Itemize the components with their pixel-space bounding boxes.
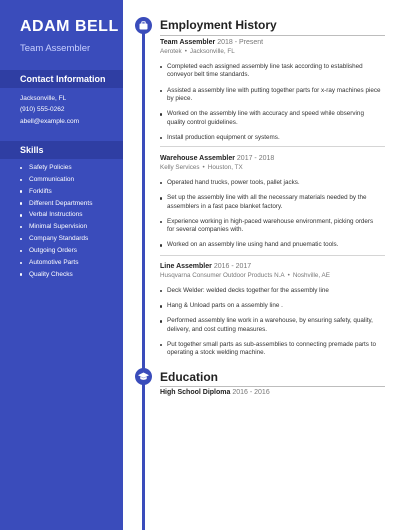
job-dates: 2016 - 2017: [213, 263, 252, 270]
job-bullet: Assisted a assembly line with putting together parts for x-ray machines piece by piece.: [160, 87, 382, 104]
job-company: Kelly Services: [160, 164, 200, 171]
timeline-line: [142, 30, 145, 530]
graduation-cap-icon: [135, 368, 152, 385]
job-bullet: Performed assembly line work in a warehouse, by ensuring safety, quality, delivery, and cost cutting measures.: [160, 317, 382, 334]
job-location: Jacksonville, FL: [189, 48, 235, 55]
job-bullet: Put together small parts as sub-assemblies to connecting premade parts to operating a stock welding machine.: [160, 341, 382, 358]
education-entry: [160, 389, 270, 396]
job-company-line: Aerotek • Jacksonville, FL: [160, 48, 235, 55]
skill-item: Communication: [20, 174, 92, 186]
job-bullet: Worked on an assembly line using hand and pnuematic tools.: [160, 241, 382, 249]
contact-email: abell@example.com: [20, 118, 79, 125]
sidebar: [0, 0, 123, 530]
job-header: [160, 262, 382, 271]
job-company: Aerotek: [160, 48, 182, 55]
job-divider: [160, 255, 385, 256]
job-bullets: [160, 179, 382, 250]
job-bullet: Install production equipment or systems.: [160, 134, 382, 142]
education-heading: Education: [160, 370, 219, 384]
education-divider: [160, 386, 385, 387]
job-entry: [160, 262, 382, 365]
job-bullet: Completed each assigned assembly line task according to established conveyor belt time standards.: [160, 63, 382, 80]
job-dates: 2017 - 2018: [236, 155, 275, 162]
contact-heading: Contact Information: [0, 70, 123, 88]
contact-phone: (910) 555-0262: [20, 106, 65, 113]
contact-location: Jacksonville, FL: [20, 95, 67, 102]
job-bullet: Worked on the assembly line with accuracy and speed while observing quality control guidelines.: [160, 110, 382, 127]
job-bullets: [160, 63, 382, 142]
job-bullets: [160, 287, 382, 358]
education-dates: 2016 - 2016: [232, 389, 270, 396]
education-degree: High School Diploma: [160, 389, 231, 396]
skill-item: Outgoing Orders: [20, 245, 92, 257]
job-company: Husqvarna Consumer Outdoor Products N.A: [160, 272, 285, 279]
job-bullet: Experience working in high-paced warehouse environment, picking orders for several companies with.: [160, 218, 382, 235]
skill-item: Forklifts: [20, 186, 92, 198]
job-location: Houston, TX: [207, 164, 243, 171]
job-dates: 2018 - Present: [217, 39, 264, 46]
skill-item: Company Standards: [20, 233, 92, 245]
employment-divider: [160, 35, 385, 36]
job-divider: [160, 146, 385, 147]
job-location: Noshville, AE: [292, 272, 330, 279]
job-bullet: Set up the assembly line with all the necessary materials needed by the assemblers in a fast pace blanket factory.: [160, 194, 382, 211]
employment-heading: Employment History: [160, 18, 277, 32]
skill-item: Safety Policies: [20, 162, 92, 174]
skill-item: Verbal Instructions: [20, 209, 92, 221]
job-bullet: Hang & Unload parts on a assembly line .: [160, 302, 382, 310]
skills-heading: Skills: [0, 141, 123, 159]
skill-item: Different Departments: [20, 198, 92, 210]
job-role: Warehouse Assembler: [160, 155, 235, 162]
briefcase-icon: [135, 17, 152, 34]
candidate-title: Team Assembler: [20, 43, 91, 54]
job-company-line: Husqvarna Consumer Outdoor Products N.A • Noshville, AE: [160, 272, 330, 279]
skills-list: [20, 162, 92, 280]
candidate-name: ADAM BELL: [20, 18, 119, 35]
job-header: [160, 38, 382, 47]
job-role: Team Assembler: [160, 39, 216, 46]
job-bullet: Operated hand trucks, power tools, pallet jacks.: [160, 179, 382, 187]
job-role: Line Assembler: [160, 263, 212, 270]
skill-item: Automotive Parts: [20, 257, 92, 269]
job-entry: [160, 154, 382, 257]
skill-item: Minimal Supervision: [20, 221, 92, 233]
job-entry: [160, 38, 382, 149]
job-header: [160, 154, 382, 163]
job-bullet: Deck Welder: welded decks together for the assembly line: [160, 287, 382, 295]
skill-item: Quality Checks: [20, 269, 92, 281]
job-company-line: Kelly Services • Houston, TX: [160, 164, 243, 171]
